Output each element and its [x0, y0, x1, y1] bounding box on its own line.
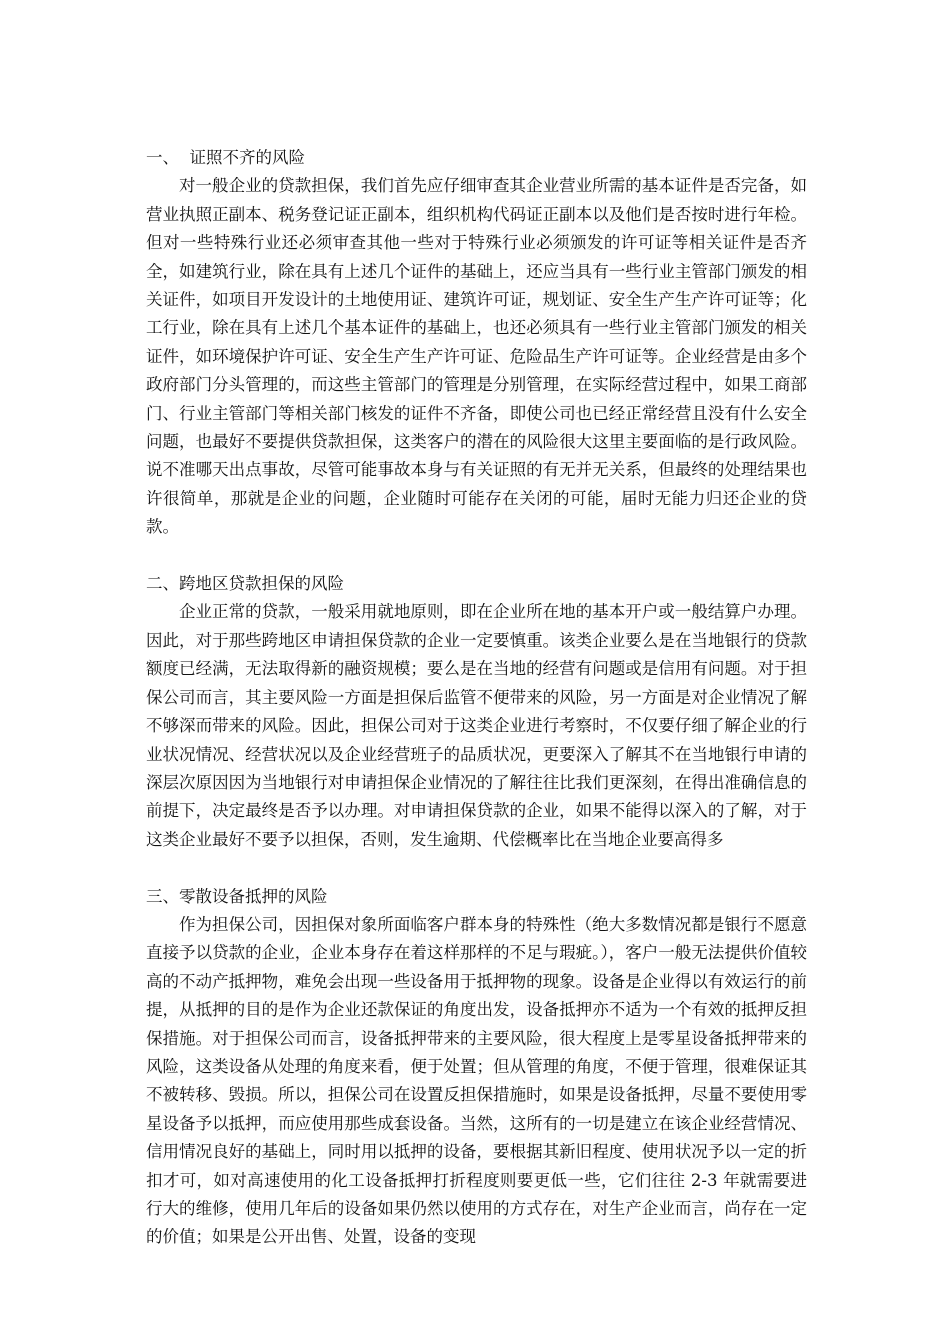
section-paragraph: 对一般企业的贷款担保，我们首先应仔细审查其企业营业所需的基本证件是否完备，如营业执照正副本、税务登记证正副本，组织机构代码证正副本以及他们是否按时进行年检。但对一些特殊行业还必须审查其他一些对于特殊行业必须颁发的许可证等相关证件是否齐全，如建筑行业，除在具有上述几个证件的基础上，还应当具有一些行业主管部门颁发的相关证件，如项目开发设计的土地使用证、建筑许可证，规划证、安全生产生产许可证等；化工行业，除在具有上述几个基本证件的基础上，也还必须具有一些行业主管部门颁发的相关证件，如环境保护许可证、安全生产生产许可证、危险品生产许可证等。企业经营是由多个政府部门分头管理的，而这些主管部门的管理是分别管理，在实际经营过程中，如果工商部门、行业主管部门等相关部门核发的证件不齐备，即使公司也已经正常经营且没有什么安全问题，也最好不要提供贷款担保，这类客户的潜在的风险很大这里主要面临的是行政风险。说不准哪天出点事故，尽管可能事故本身与有关证照的有无并无关系，但最终的处理结果也许很简单，那就是企业的问题，企业随时可能存在关闭的可能，届时无能力归还企业的贷款。	[146, 176, 807, 537]
document-page	[146, 144, 807, 1252]
section-3	[146, 883, 807, 1252]
section-2	[146, 570, 807, 854]
section-heading: 一、 证照不齐的风险	[146, 148, 305, 167]
section-paragraph: 企业正常的贷款，一般采用就地原则，即在企业所在地的基本开户或一般结算户办理。因此，对于那些跨地区申请担保贷款的企业一定要慎重。该类企业要么是在当地银行的贷款额度已经满，无法取得新的融资规模；要么是在当地的经营有问题或是信用有问题。对于担保公司而言，其主要风险一方面是担保后监管不便带来的风险，另一方面是对企业情况了解不够深而带来的风险。因此，担保公司对于这类企业进行考察时，不仅要仔细了解企业的行业状况情况、经营状况以及企业经营班子的品质状况，更要深入了解其不在当地银行申请的深层次原因因为当地银行对申请担保企业情况的了解往往比我们更深刻，在得出准确信息的前提下，决定最终是否予以办理。对申请担保贷款的企业，如果不能得以深入的了解，对于这类企业最好不要予以担保，否则，发生逾期、代偿概率比在当地企业要高得多	[146, 602, 807, 849]
section-heading: 三、零散设备抵押的风险	[146, 886, 328, 906]
section-paragraph: 作为担保公司，因担保对象所面临客户群本身的特殊性（绝大多数情况都是银行不愿意直接予以贷款的企业，企业本身存在着这样那样的不足与瑕疵。），客户一般无法提供价值较高的不动产抵押物，难免会出现一些设备用于抵押物的现象。设备是企业得以有效运行的前提，从抵押的目的是作为企业还款保证的角度出发，设备抵押亦不适为一个有效的抵押反担保措施。对于担保公司而言，设备抵押带来的主要风险，很大程度上是零星设备抵押带来的风险，这类设备从处理的角度来看，便于处置；但从管理的角度，不便于管理，很难保证其不被转移、毁损。所以，担保公司在设置反担保措施时，如果是设备抵押，尽量不要使用零星设备予以抵押，而应使用那些成套设备。当然，这所有的一切是建立在该企业经营情况、信用情况良好的基础上，同时用以抵押的设备，要根据其新旧程度、使用状况予以一定的折扣才可，如对高速使用的化工设备抵押打折程度则要更低一些，它们往往 2-3 年就需要进行大的维修，使用几年后的设备如果仍然以使用的方式存在，对生产企业而言，尚存在一定的价值；如果是公开出售、处置，设备的变现	[146, 914, 807, 1247]
section-heading: 二、跨地区贷款担保的风险	[146, 574, 344, 594]
section-1	[146, 144, 807, 542]
